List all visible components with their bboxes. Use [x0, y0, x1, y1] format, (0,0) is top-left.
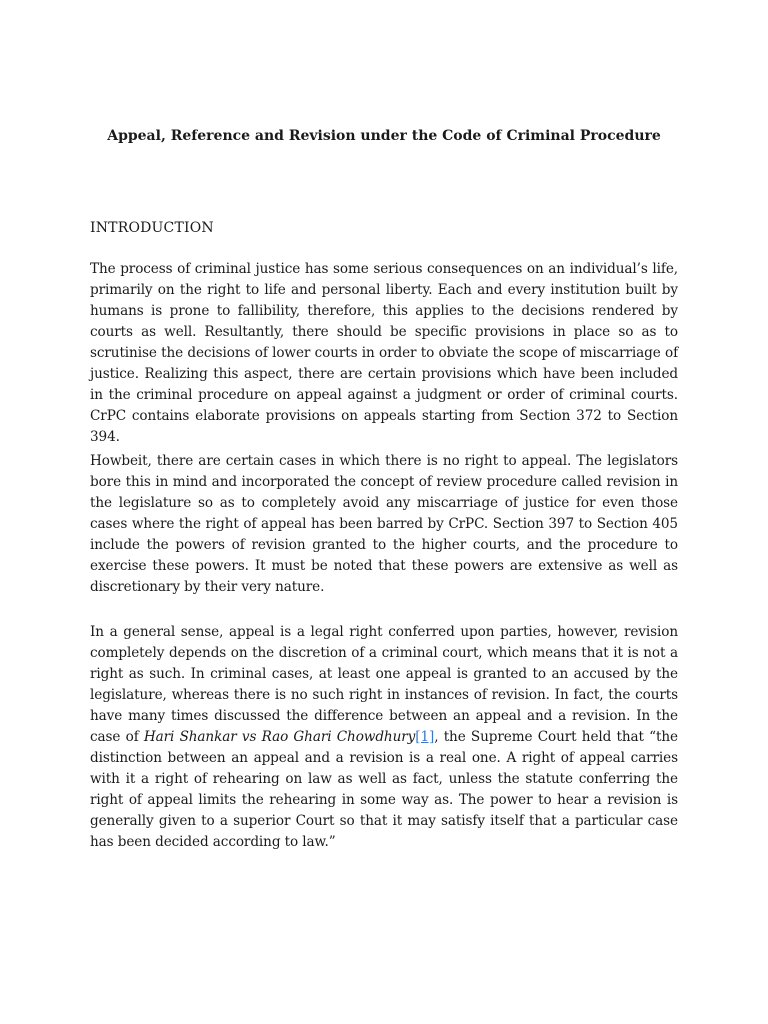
case-name: Hari Shankar vs Rao Ghari Chowdhury	[143, 729, 416, 745]
paragraph-text-before-case: In a general sense, appeal is a legal right conferred upon parties, however, revision completely depends on the discretion of a criminal court, which means that it is not a right as such. In criminal cases, at least one appeal is granted to an accused by the legislature, whereas there is no such right in instances of revision. In fact, the courts have many times discussed the difference between an appeal and a revision. In the case of	[90, 624, 678, 745]
paragraph-criminal-justice: The process of criminal justice has some serious consequences on an individual’s life, primarily on the right to life and personal liberty. Each and every institution built by humans is prone to fallibility, therefore, this applies to the decisions rendered by courts as well. Resultantly, there should be specific provisions in place so as to scrutinise the decisions of lower courts in order to obviate the scope of miscarriage of justice. Realizing this aspect, there are certain provisions which have been included in the criminal procedure on appeal against a judgment or order of criminal courts. CrPC contains elaborate provisions on appeals starting from Section 372 to Section 394.	[90, 261, 678, 445]
paragraph-text-after-case: , the Supreme Court held that “the distinction between an appeal and a revision is a real one. A right of appeal carries with it a right of rehearing on law as well as fact, unless the statute conferring the right of appeal limits the rehearing in some way as. The power to hear a revision is generally given to a superior Court so that it may satisfy itself that a particular case has been decided according to law.”	[90, 729, 678, 850]
paragraph-no-right-to-appeal: Howbeit, there are certain cases in which there is no right to appeal. The legislators bore this in mind and incorporated the concept of review procedure called revision in the legislature so as to completely avoid any miscarriage of justice for even those cases where the right of appeal has been barred by CrPC. Section 397 to Section 405 include the powers of revision granted to the higher courts, and the procedure to exercise these powers. It must be noted that these powers are extensive as well as discretionary by their very nature.	[90, 453, 678, 595]
section-heading-introduction: INTRODUCTION	[90, 220, 214, 236]
paragraph-appeal-vs-revision	[90, 622, 678, 853]
document-title: Appeal, Reference and Revision under the Code of Criminal Procedure	[107, 128, 661, 144]
footnote-link-1[interactable]: [1]	[415, 729, 435, 745]
